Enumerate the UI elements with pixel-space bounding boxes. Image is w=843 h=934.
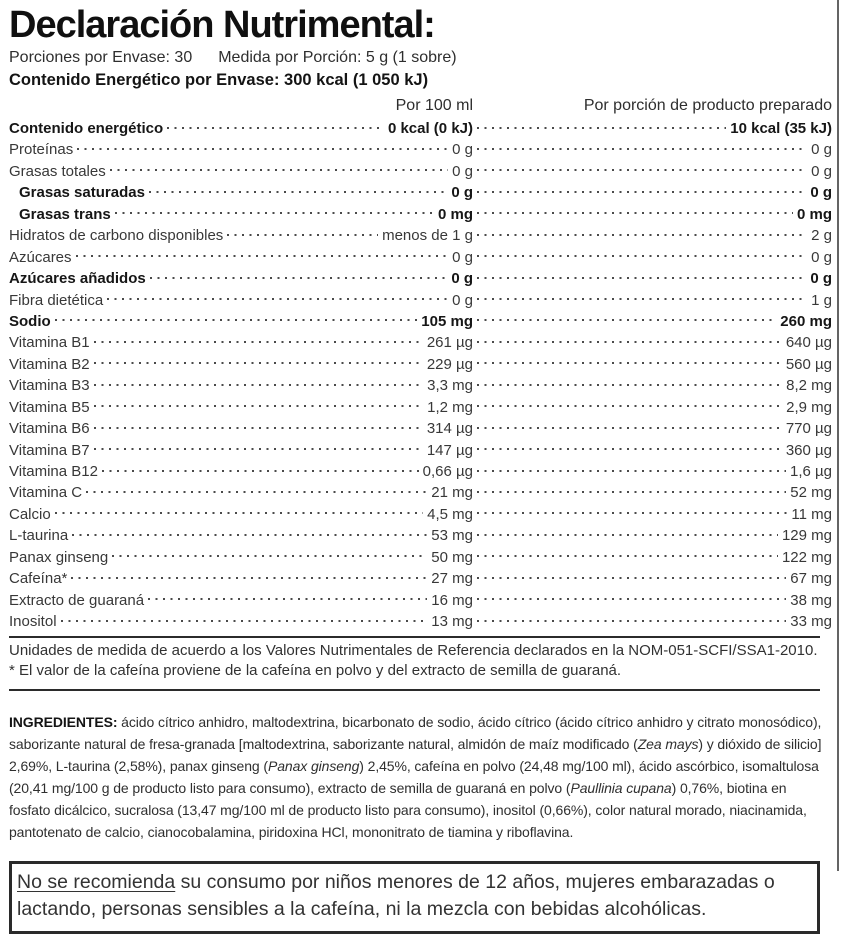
per-portion-half [473, 397, 832, 418]
per-portion-half [473, 568, 832, 589]
per-portion-half [473, 311, 832, 332]
per-portion-half [473, 332, 832, 353]
nutrient-label: Grasas saturadas [19, 184, 145, 202]
per-portion-value: 0 g [810, 270, 832, 288]
per-100ml-half [9, 611, 473, 632]
nutrient-label: Azúcares [9, 248, 72, 266]
nutrient-row [9, 161, 832, 182]
per-100ml-half [9, 311, 473, 332]
nutrient-label: Panax ginseng [9, 548, 109, 566]
nutrient-row [9, 290, 832, 311]
ingredients-segment: INGREDIENTES: [9, 713, 118, 730]
per-100ml-half [9, 290, 473, 311]
per-portion-half [473, 418, 832, 439]
per-100ml-half [9, 418, 473, 439]
per-100ml-value: 0 g [451, 184, 473, 202]
nutrient-label: Calcio [9, 505, 51, 523]
nutrient-row [9, 482, 832, 503]
per-100ml-half [9, 139, 473, 160]
col-header-per-100ml: Por 100 ml [395, 97, 473, 114]
warning-box [9, 861, 820, 934]
per-100ml-value: 4,5 mg [427, 505, 473, 523]
nutrient-row [9, 590, 832, 611]
energy-per-package: Contenido Energético por Envase: 300 kcal (1 050 kJ) [9, 71, 429, 89]
per-portion-half [473, 290, 832, 311]
nutrient-label: Hidratos de carbono disponibles [9, 227, 224, 245]
per-portion-half [473, 139, 832, 160]
per-portion-value: 67 mg [790, 570, 832, 588]
ingredients-segment: Paullinia cupana [570, 779, 672, 796]
nutrient-label: Vitamina B12 [9, 463, 98, 480]
nutrient-row [9, 440, 832, 461]
divider-rule-ingredients [9, 689, 820, 691]
nutrient-label: Vitamina B7 [9, 441, 90, 459]
nutrient-label: Vitamina B2 [9, 355, 90, 373]
per-100ml-half [9, 461, 473, 482]
per-100ml-value: 0 g [451, 270, 473, 288]
per-100ml-half [9, 204, 473, 225]
per-100ml-value: 0 g [452, 248, 473, 266]
per-100ml-value: 3,3 mg [427, 377, 473, 395]
nutrient-label: Vitamina B3 [9, 377, 90, 395]
per-100ml-half [9, 590, 473, 611]
per-portion-half [473, 225, 832, 246]
nutrient-row [9, 311, 832, 332]
per-100ml-half [9, 182, 473, 203]
per-100ml-half [9, 482, 473, 503]
per-100ml-value: 1,2 mg [427, 398, 473, 416]
per-portion-half [473, 268, 832, 289]
ingredients-segment: ácido cítrico anhidro, maltodextrina, bicarbonato de sodio, ácido cítrico (ácido cítrico anhidro y citrato monosódico), saborizante natural de fresa-granada [maltodextrina, saborizante natural, almidón de maíz modificado ( [9, 713, 822, 752]
ingredients-segment: ) 0,76%, biotina en fosfato dicálcico, sucralosa (13,47 mg/100 ml de producto listo para consumo), inositol (0,66%), color natural morado, niacinamida, pantotenato de calcio, cianocobalamina, piridoxina HCl, mononitrato de tiamina y riboflavina. [9, 779, 807, 840]
nutrient-row [9, 397, 832, 418]
ingredients-segment: Panax ginseng [267, 757, 360, 774]
nutrient-label: Cafeína* [9, 570, 68, 588]
per-portion-value: 0 g [810, 184, 832, 202]
servings-per-package: Porciones por Envase: 30 [9, 49, 193, 66]
nutrient-row [9, 182, 832, 203]
per-portion-value: 10 kcal (35 kJ) [730, 120, 832, 137]
per-portion-half [473, 611, 832, 632]
ingredients-paragraph [9, 705, 832, 847]
nutrient-label: Grasas trans [19, 205, 111, 223]
nutrient-table [9, 118, 832, 633]
per-portion-value: 1 g [811, 291, 832, 309]
per-100ml-value: menos de 1 g [382, 227, 473, 245]
ingredients-segment: ) y dióxido de silicio] 2,69%, L-taurina (2,58%), panax ginseng ( [9, 735, 822, 774]
per-100ml-half [9, 161, 473, 182]
per-portion-half [473, 482, 832, 503]
per-100ml-half [9, 397, 473, 418]
nutrient-row [9, 332, 832, 353]
per-portion-value: 560 µg [785, 355, 832, 373]
nutrient-row [9, 504, 832, 525]
per-portion-half [473, 354, 832, 375]
nutrient-label: Vitamina B6 [9, 420, 90, 438]
per-100ml-half [9, 547, 473, 568]
per-portion-value: 38 mg [790, 591, 832, 609]
nutrient-row [9, 525, 832, 546]
per-100ml-half [9, 118, 473, 139]
per-100ml-value: 13 mg [431, 613, 473, 631]
nutrient-row [9, 204, 832, 225]
nutrient-row [9, 268, 832, 289]
per-100ml-value: 261 µg [426, 334, 473, 352]
nutrient-row [9, 118, 832, 139]
label-edge-line [837, 0, 839, 871]
nutrient-row [9, 418, 832, 439]
col-header-per-portion: Por porción de producto preparado [583, 97, 832, 114]
per-portion-value: 2,9 mg [786, 398, 832, 416]
per-portion-value: 129 mg [781, 527, 832, 545]
per-portion-half [473, 118, 832, 139]
footnotes [9, 638, 832, 686]
per-100ml-value: 105 mg [421, 312, 473, 330]
ingredients-segment: ) 2,45%, cafeína en polvo (24,48 mg/100 ml), ácido ascórbico, isomaltulosa (20,41 mg/100 g de producto listo para consumo), extracto de semilla de guaraná en polvo ( [9, 757, 819, 796]
nutrient-row [9, 547, 832, 568]
per-portion-half [473, 247, 832, 268]
warning-emphasis: No se recomienda [17, 870, 176, 893]
per-100ml-value: 27 mg [431, 570, 473, 588]
nutrient-label: Vitamina B5 [9, 398, 90, 416]
nutrient-label: Fibra dietética [9, 291, 104, 309]
nutrient-row [9, 611, 832, 632]
per-portion-value: 1,6 µg [789, 463, 832, 480]
nutrient-label: Contenido energético [9, 120, 164, 137]
per-100ml-value: 16 mg [431, 591, 473, 609]
per-portion-half [473, 504, 832, 525]
per-portion-half [473, 440, 832, 461]
per-100ml-value: 50 mg [431, 548, 473, 566]
nutrient-label: Vitamina B1 [9, 334, 90, 352]
per-100ml-value: 314 µg [426, 420, 473, 438]
nutrient-label: Proteínas [9, 141, 74, 159]
per-100ml-half [9, 525, 473, 546]
per-100ml-half [9, 225, 473, 246]
per-portion-value: 11 mg [791, 505, 832, 523]
per-100ml-half [9, 440, 473, 461]
per-portion-value: 52 mg [790, 484, 832, 502]
serving-info [9, 48, 832, 68]
nutrient-row [9, 461, 832, 482]
per-100ml-value: 0 g [452, 291, 473, 309]
per-portion-half [473, 375, 832, 396]
per-100ml-value: 0,66 µg [422, 463, 473, 480]
per-100ml-half [9, 332, 473, 353]
warning-text: su consumo por niños menores de 12 años, mujeres embarazadas o lactando, personas sensibles a la cafeína, ni la mezcla con bebidas alcohólicas. [17, 870, 775, 920]
per-100ml-value: 229 µg [426, 355, 473, 373]
per-portion-value: 360 µg [785, 441, 832, 459]
nutrient-label: Inositol [9, 613, 57, 631]
per-portion-half [473, 204, 832, 225]
nutrient-row [9, 139, 832, 160]
per-portion-value: 640 µg [785, 334, 832, 352]
per-100ml-value: 0 mg [437, 205, 473, 223]
per-portion-value: 770 µg [785, 420, 832, 438]
footnote-caffeine: * El valor de la cafeína proviene de la cafeína en polvo y del extracto de semilla de guaraná. [9, 662, 622, 679]
per-portion-value: 8,2 mg [786, 377, 832, 395]
per-portion-value: 122 mg [781, 548, 832, 566]
nutrient-row [9, 247, 832, 268]
page-title: Declaración Nutrimental: [9, 4, 435, 46]
per-portion-value: 260 mg [780, 312, 832, 330]
per-portion-half [473, 525, 832, 546]
per-portion-value: 2 g [811, 227, 832, 245]
nutrient-label: Vitamina C [9, 484, 83, 502]
per-100ml-half [9, 504, 473, 525]
per-100ml-half [9, 568, 473, 589]
per-100ml-half [9, 354, 473, 375]
per-100ml-half [9, 375, 473, 396]
per-portion-half [473, 590, 832, 611]
per-100ml-half [9, 268, 473, 289]
per-portion-value: 0 g [811, 141, 832, 159]
nutrient-label: Sodio [9, 312, 51, 330]
per-portion-value: 0 g [811, 162, 832, 180]
per-100ml-value: 147 µg [426, 441, 473, 459]
nutrient-row [9, 354, 832, 375]
per-100ml-value: 21 mg [431, 484, 473, 502]
per-100ml-value: 0 g [452, 162, 473, 180]
per-100ml-value: 0 kcal (0 kJ) [387, 120, 473, 137]
per-portion-half [473, 182, 832, 203]
per-100ml-value: 0 g [452, 141, 473, 159]
nutrient-row [9, 225, 832, 246]
footnote-units: Unidades de medida de acuerdo a los Valores Nutrimentales de Referencia declarados en la NOM-051-SCFI/SSA1-2010. [9, 641, 818, 659]
per-portion-value: 0 g [811, 248, 832, 266]
serving-size: Medida por Porción: 5 g (1 sobre) [218, 49, 457, 66]
per-portion-value: 33 mg [790, 613, 832, 631]
per-portion-half [473, 461, 832, 482]
per-100ml-half [9, 247, 473, 268]
nutrient-row [9, 375, 832, 396]
per-portion-half [473, 547, 832, 568]
nutrient-label: Extracto de guaraná [9, 591, 145, 609]
per-portion-value: 0 mg [796, 205, 832, 223]
column-headers [9, 96, 832, 116]
ingredients-segment: Zea mays [637, 735, 699, 752]
per-100ml-value: 53 mg [431, 527, 473, 545]
nutrient-label: Grasas totales [9, 162, 106, 180]
per-portion-half [473, 161, 832, 182]
nutrient-label: Azúcares añadidos [9, 270, 146, 288]
nutrient-label: L-taurina [9, 527, 69, 545]
nutrient-row [9, 568, 832, 589]
